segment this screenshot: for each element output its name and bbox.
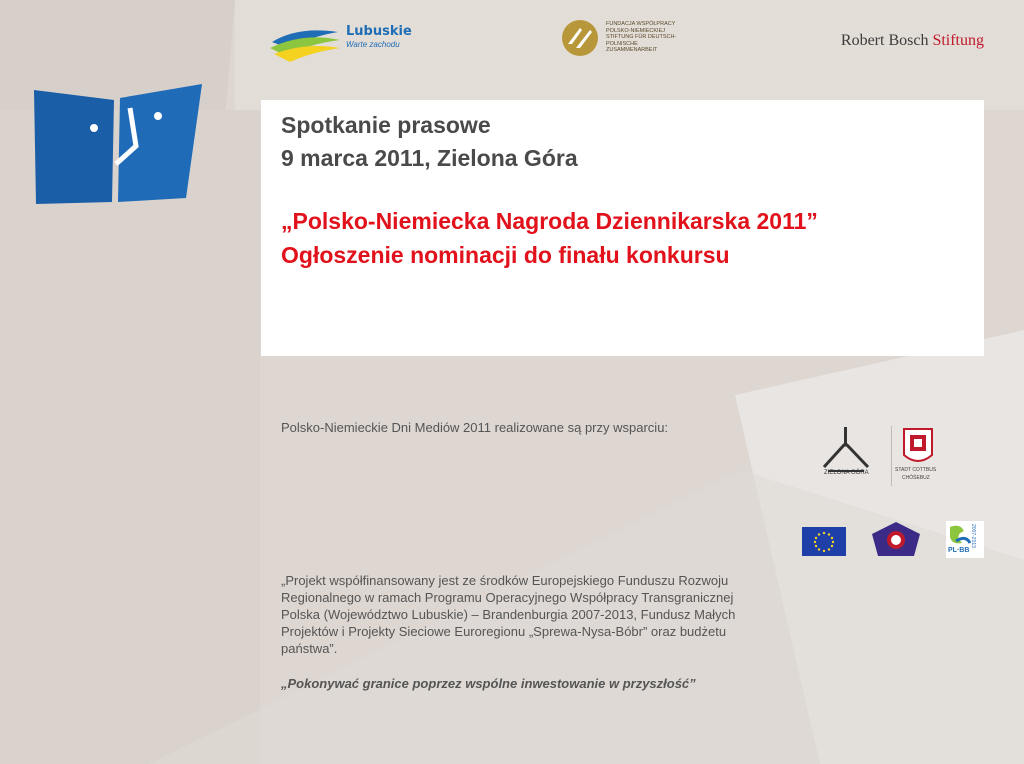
zielona-gora-label: ZIELONA GÓRA [824, 470, 869, 476]
bosch-accent-text: Stiftung [932, 32, 984, 49]
funding-statement: „Projekt współfinansowany jest ze środków Europejskiego Funduszu Rozwoju Regionalnego w ramach Programu Operacyjnego Współpracy Transgranicznej Polska (Województwo Lubuskie) – Brandenburgia 2007-2013, Fundusz Małych Projektów i Projekty Sieciowe Euroregionu „Sprewa-Nysa-Bóbr” oraz budżetu państwa”. [281, 573, 736, 656]
motto: „Pokonywać granice poprzez wspólne inwestowanie w przyszłość” [281, 676, 696, 691]
header-card [261, 100, 984, 356]
fwpn-text: FUNDACJA WSPÓŁPRACY POLSKO-NIEMIECKIEJ STIFTUNG FÜR DEUTSCH-POLNISCHE ZUSAMMENARBEIT [606, 21, 677, 54]
bosch-main-text: Robert Bosch [840, 32, 933, 49]
pl-bb-years: 2007-2013 [970, 524, 976, 548]
cottbus-label-sorbian: CHÓŚEBUZ [902, 475, 930, 481]
event-date-location: 9 marca 2011, Zielona Góra [281, 145, 578, 171]
announcement-subtitle: Ogłoszenie nominacji do finału konkursu [281, 242, 730, 268]
eu-flag-icon [802, 527, 846, 556]
award-name: „Polsko-Niemiecka Nagroda Dziennikarska 2011” [281, 208, 818, 234]
lubuskie-title: Lubuskie [346, 24, 412, 39]
lubuskie-subtitle: Warte zachodu [346, 40, 400, 49]
page-title: Spotkanie prasowe [281, 112, 491, 138]
cottbus-label: STADT COTTBUS [895, 467, 937, 473]
pl-bb-label: PL·BB [948, 547, 970, 554]
euroregion-logo [870, 520, 922, 558]
face-logo [30, 78, 206, 206]
support-statement: Polsko-Niemieckie Dni Mediów 2011 realizowane są przy wsparciu: [281, 420, 669, 435]
robert-bosch-stiftung-logo [841, 32, 984, 50]
